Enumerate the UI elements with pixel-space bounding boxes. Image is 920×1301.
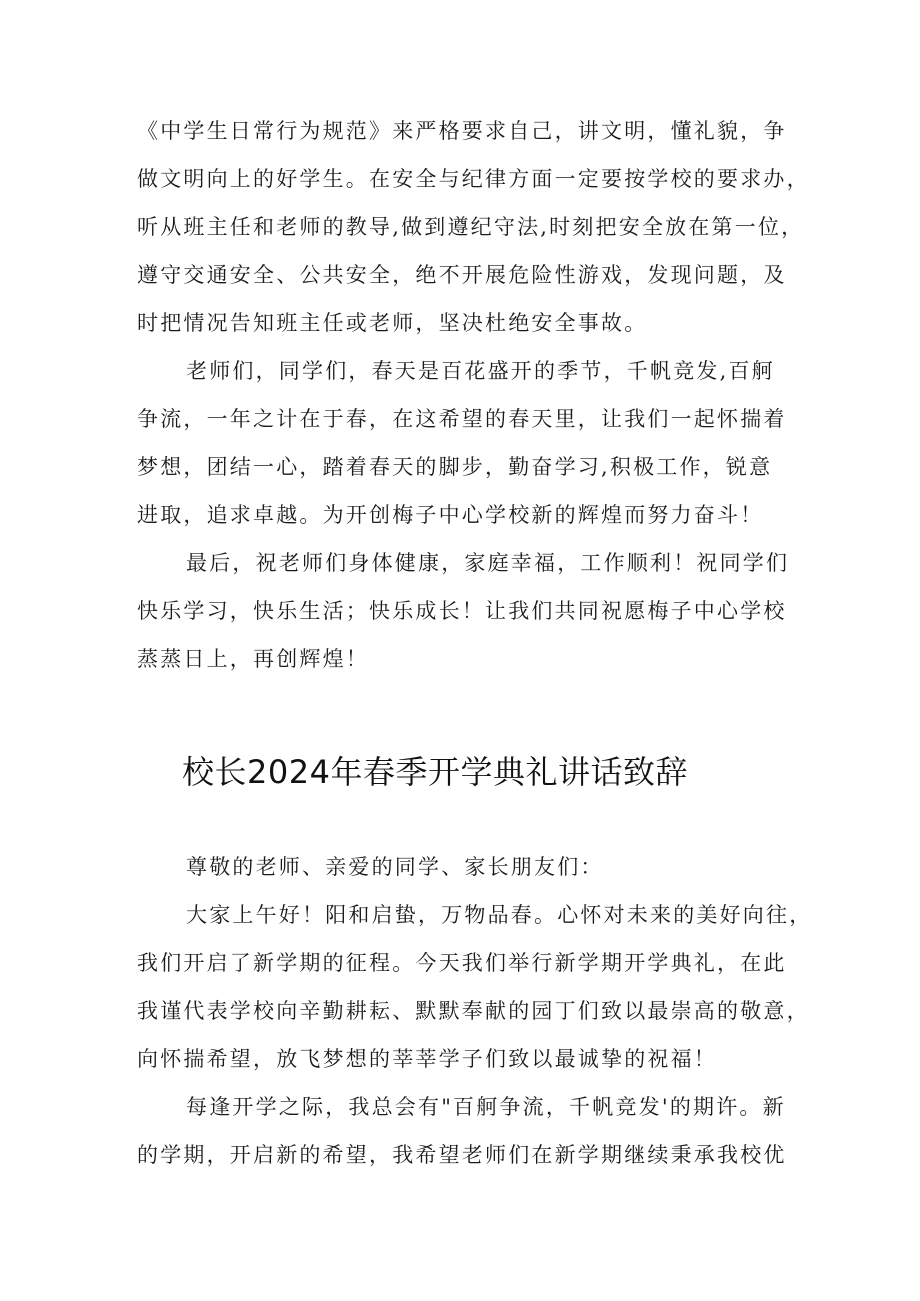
paragraph-line: 老师们，同学们，春天是百花盛开的季节，千帆竞发,百舸 <box>186 359 775 383</box>
paragraph-line: 遵守交通安全、公共安全，绝不开展危险性游戏，发现问题，及 <box>137 263 787 287</box>
salutation-line: 尊敬的老师、亲爱的同学、家长朋友们： <box>186 855 604 879</box>
paragraph-line: 《中学生日常行为规范》来严格要求自己，讲文明，懂礼貌，争 <box>137 119 787 143</box>
paragraph-line: 争流，一年之计在于春，在这希望的春天里，让我们一起怀揣着 <box>137 407 787 431</box>
paragraph-line: 快乐学习，快乐生活；快乐成长！让我们共同祝愿梅子中心学校 <box>137 599 787 623</box>
paragraph-line: 听从班主任和老师的教导,做到遵纪守法,时刻把安全放在第一位， <box>137 215 805 239</box>
paragraph-line: 最后，祝老师们身体健康，家庭幸福，工作顺利！祝同学们 <box>186 551 790 575</box>
paragraph-line: 做文明向上的好学生。在安全与纪律方面一定要按学校的要求办， <box>137 167 810 191</box>
paragraph-line: 我谨代表学校向辛勤耕耘、默默奉献的园丁们致以最崇高的敬意， <box>137 999 810 1023</box>
paragraph-line: 大家上午好！阳和启蛰，万物品春。心怀对未来的美好向往， <box>186 903 813 927</box>
paragraph-line: 我们开启了新学期的征程。今天我们举行新学期开学典礼，在此 <box>137 951 787 975</box>
paragraph-line: 时把情况告知班主任或老师，坚决杜绝安全事故。 <box>137 311 648 335</box>
paragraph-line: 进取，追求卓越。为开创梅子中心学校新的辉煌而努力奋斗！ <box>137 503 764 527</box>
paragraph-line: 梦想，团结一心，踏着春天的脚步，勤奋学习,积极工作，锐意 <box>137 455 773 479</box>
article-title: 校长2024年春季开学典礼讲话致辞 <box>182 753 688 791</box>
paragraph-line: 蒸蒸日上，再创辉煌！ <box>137 647 369 671</box>
paragraph-line: 向怀揣希望，放飞梦想的莘莘学子们致以最诚挚的祝福！ <box>137 1047 717 1071</box>
paragraph-line: 的学期，开启新的希望，我希望老师们在新学期继续秉承我校优 <box>137 1143 787 1167</box>
paragraph-line: 每逢开学之际，我总会有"百舸争流，千帆竞发'的期许。新 <box>186 1095 786 1119</box>
